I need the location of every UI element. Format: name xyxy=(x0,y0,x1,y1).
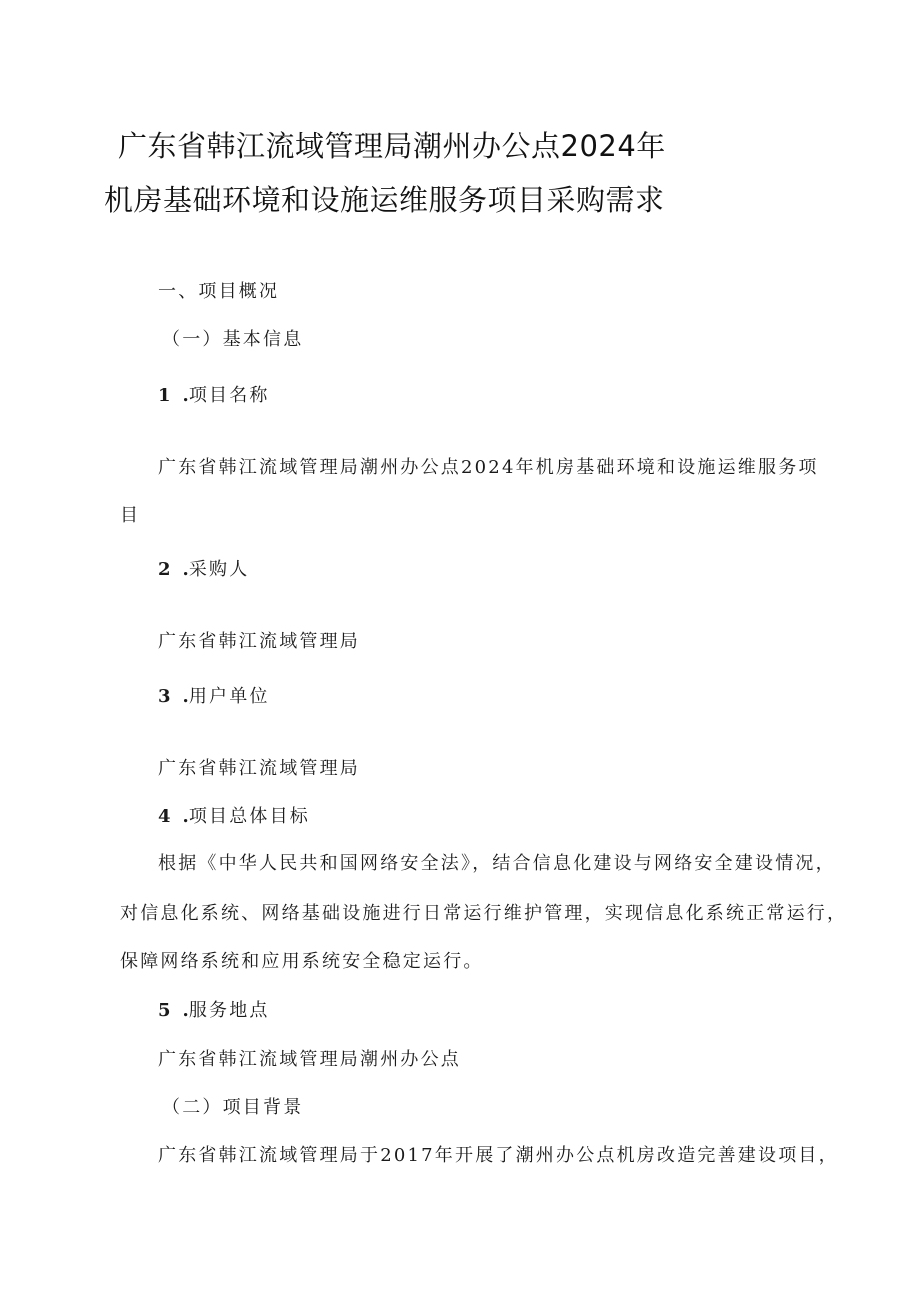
user-unit-value: 广东省韩江流域管理局 xyxy=(158,758,360,779)
item-number: 1 xyxy=(158,385,171,406)
project-name-line-2: 目 xyxy=(120,505,141,526)
project-name-line-1: 广东省韩江流域管理局潮州办公点2024年机房基础环境和设施运维服务项 xyxy=(158,457,819,478)
goal-line-3: 保障网络系统和应用系统安全稳定运行。 xyxy=(120,951,484,972)
subsection-heading-basic-info: （一）基本信息 xyxy=(162,329,304,350)
item-number: 3 xyxy=(158,686,171,707)
section-heading-overview: 一、项目概况 xyxy=(158,281,280,302)
item-label: 项目总体目标 xyxy=(188,806,311,827)
item-label: 采购人 xyxy=(188,559,250,580)
item-heading-overall-goal: 4 .项目总体目标 xyxy=(158,806,311,827)
background-line-1: 广东省韩江流域管理局于2017年开展了潮州办公点机房改造完善建设项目， xyxy=(158,1145,839,1166)
item-heading-purchaser: 2 .采购人 xyxy=(158,559,250,580)
subsection-heading-background: （二）项目背景 xyxy=(162,1097,304,1118)
service-location-value: 广东省韩江流域管理局潮州办公点 xyxy=(158,1049,461,1070)
goal-line-1: 根据《中华人民共和国网络安全法》，结合信息化建设与网络安全建设情况， xyxy=(158,853,836,874)
item-heading-user-unit: 3 .用户单位 xyxy=(158,686,270,707)
item-label: 服务地点 xyxy=(188,1000,270,1021)
item-label: 用户单位 xyxy=(188,686,270,707)
item-label: 项目名称 xyxy=(188,385,270,406)
item-number: 2 xyxy=(158,559,171,580)
item-number: 5 xyxy=(158,1000,171,1021)
goal-line-2: 对信息化系统、网络基础设施进行日常运行维护管理，实现信息化系统正常运行， xyxy=(120,903,848,924)
item-heading-project-name: 1 .项目名称 xyxy=(158,385,270,406)
purchaser-value: 广东省韩江流域管理局 xyxy=(158,631,360,652)
item-heading-service-location: 5 .服务地点 xyxy=(158,1000,270,1021)
document-title-line-1: 广东省韩江流域管理局潮州办公点2024年 xyxy=(118,129,666,163)
document-title-line-2: 机房基础环境和设施运维服务项目采购需求 xyxy=(104,183,665,217)
item-number: 4 xyxy=(158,806,171,827)
